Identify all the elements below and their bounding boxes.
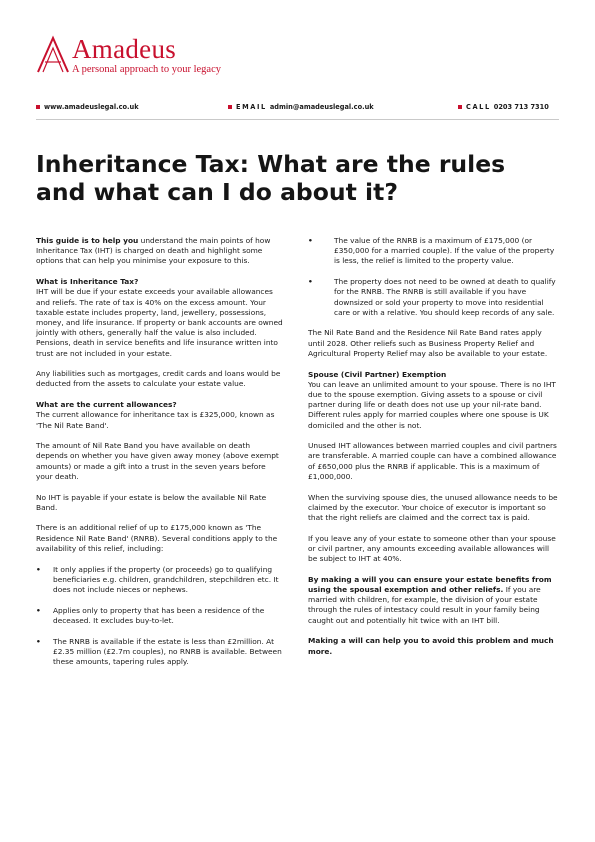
paragraph-making-will: By making a will you can ensure your estate benefits from using the spousal exemption and other reliefs. If you are married with children, for example, the division of your estate through the rules of intestacy could result in your family being caught out and potentially hit twice with an IHT bill. <box>308 574 552 625</box>
paragraph-no-iht: No IHT is payable if your estate is below the available Nil Rate Band. <box>36 492 267 512</box>
contact-website[interactable]: www.amadeuslegal.co.uk <box>36 103 139 111</box>
paragraph-rnrb: There is an additional relief of up to £175,000 known as 'The Residence Nil Rate Band' (RNRB). Several conditions apply to the availability of this relief, including: <box>36 523 278 553</box>
brand-tagline: A personal approach to your legacy <box>72 64 221 75</box>
list-item: • It only applies if the property (or proceeds) go to qualifying beneficiaries e.g. children, grandchildren, stepchildren etc. It does not include nieces or nephews. <box>36 564 279 594</box>
brand-logo <box>36 34 296 82</box>
paragraph-executor: When the surviving spouse dies, the unused allowance needs to be claimed by the executor. Your choice of executor is important so that the right reliefs are claimed and the correct tax is paid. <box>308 492 558 522</box>
page-title: Inheritance Tax: What are the rules and what can I do about it? <box>36 150 506 206</box>
contact-email[interactable]: EMAIL admin@amadeuslegal.co.uk <box>228 103 374 111</box>
paragraph-closing: Making a will can help you to avoid this problem and much more. <box>308 636 554 656</box>
right-column <box>308 236 558 667</box>
paragraph-other-beneficiaries: If you leave any of your estate to someone other than your spouse or civil partner, any amounts exceeding available allowances will be subject to IHT at 40%. <box>308 533 556 564</box>
list-item: • The value of the RNRB is a maximum of £175,000 (or £350,000 for a married couple). If the value of the property is less, the relief is limited to the property value. <box>308 236 555 266</box>
bullet-icon: • <box>308 236 313 245</box>
section-current-allowances: What are the current allowances? The current allowance for inheritance tax is £325,000, known as 'The Nil Rate Band'. <box>36 400 275 430</box>
brand-name: Amadeus <box>72 34 177 64</box>
contact-phone[interactable]: CALL 0203 713 7310 <box>458 103 549 111</box>
paragraph-rates: The Nil Rate Band and the Residence Nil Rate Band rates apply until 2028. Other reliefs such as Business Property Relief and Agricultural Property Relief may also be available to your estate. <box>308 328 548 358</box>
header-divider <box>36 119 559 120</box>
bullet-icon: • <box>36 564 41 574</box>
left-column <box>36 236 283 678</box>
amadeus-logo-icon <box>36 34 70 74</box>
bullet-square-icon <box>228 105 232 109</box>
list-item: • The property does not need to be owned at death to qualify for the RNRB. The RNRB is still available if you have downsized or sold your property to move into residential care or with a relative. You should keep records of any sale. <box>308 277 556 317</box>
section-spouse-exemption: Spouse (Civil Partner) Exemption You can leave an unlimited amount to your spouse. There is no IHT due to the spouse exemption. Giving assets to a spouse or civil partner during life or death does not use up your nil-rate band. Different rules apply for married couples where one spouse is UK domiciled and the other is not. <box>308 369 556 430</box>
bullet-icon: • <box>308 277 313 287</box>
paragraph-liabilities: Any liabilities such as mortgages, credit cards and loans would be deducted from the assets to calculate your estate value. <box>36 369 281 389</box>
bullet-square-icon <box>36 105 40 109</box>
list-item: • The RNRB is available if the estate is less than £2million. At £2.35 million (£2.7m couples), no RNRB is available. Between these amounts, tapering rules apply. <box>36 636 282 666</box>
paragraph-transferable: Unused IHT allowances between married couples and civil partners are transferable. A married couple can have a combined allowance of £650,000 plus the RNRB if applicable. This is a maximum of £1,000,000. <box>308 441 557 481</box>
paragraph-nil-rate-band: The amount of Nil Rate Band you have available on death depends on whether you have given away money (above exempt amounts) or made a gift into a trust in the seven years before your death. <box>36 441 279 481</box>
intro-paragraph: This guide is to help you understand the main points of how Inheritance Tax (IHT) is charged on death and highlight some options that can help you minimise your exposure to this. <box>36 236 271 266</box>
bullet-icon: • <box>36 636 41 646</box>
list-item: • Applies only to property that has been a residence of the deceased. It excludes buy-to-let. <box>36 605 265 625</box>
bullet-icon: • <box>36 605 41 615</box>
section-what-is-iht: What is Inheritance Tax? IHT will be due if your estate exceeds your available allowances and reliefs. The rate of tax is 40% on the excess amount. Your taxable estate includes property, land, jewellery, possessions, money, and life insurance. If property or bank accounts are owned jointly with others, generally half the value is also included. Pensions, death in service benefits and life insurance written into trust are not included in your estate. <box>36 277 283 358</box>
bullet-square-icon <box>458 105 462 109</box>
